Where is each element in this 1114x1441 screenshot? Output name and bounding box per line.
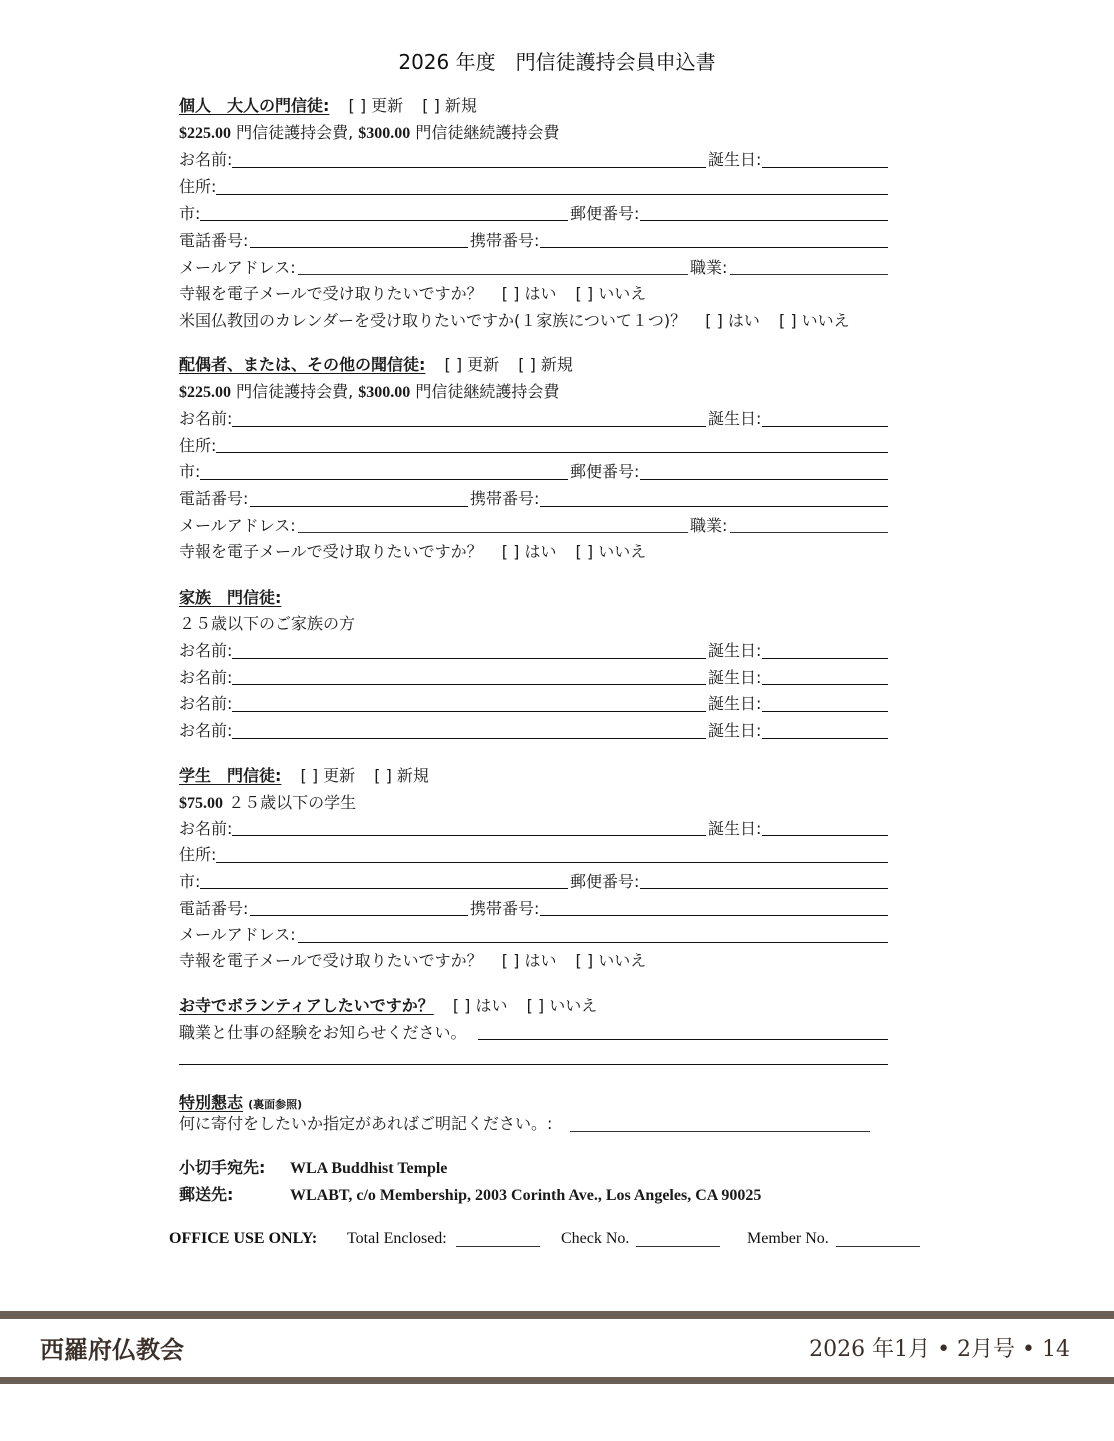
section-4-heading: 学生 門信徒: <box>179 766 282 785</box>
zip-label: 郵便番号: <box>570 872 640 891</box>
address-label: 住所: <box>179 436 217 455</box>
new-checkbox[interactable]: [ ] 新規 <box>374 766 429 785</box>
birthday-label: 誕生日: <box>708 150 762 169</box>
email-label: メールアドレス: <box>179 925 296 944</box>
email-field[interactable] <box>298 274 688 275</box>
footer-top-rule <box>0 1311 1114 1319</box>
mobile-field[interactable] <box>540 506 888 507</box>
name-label: お名前: <box>179 721 233 740</box>
email-field[interactable] <box>298 532 688 533</box>
fee-amount: $225.00 <box>179 125 231 142</box>
name-label: お名前: <box>179 641 233 660</box>
fee-text: 門信徒護持会費, <box>236 123 354 142</box>
birthday-label: 誕生日: <box>708 668 762 687</box>
no-checkbox[interactable]: [ ] いいえ <box>779 311 850 330</box>
name-field[interactable] <box>232 167 706 168</box>
payable-label: 小切手宛先: <box>179 1158 266 1177</box>
section-6-note: (裏面参照) <box>248 1098 303 1111</box>
new-checkbox[interactable]: [ ] 新規 <box>518 355 573 374</box>
birthday-field[interactable] <box>762 426 888 427</box>
email-preference-row <box>179 284 646 304</box>
fee-amount: $300.00 <box>358 384 411 401</box>
yes-checkbox[interactable]: [ ] はい <box>452 996 508 1015</box>
name-label: お名前: <box>179 668 233 687</box>
section-2-fees <box>179 382 559 403</box>
section-1-heading-row <box>179 96 477 116</box>
email-field[interactable] <box>298 942 888 943</box>
check-no-field[interactable] <box>636 1246 720 1247</box>
member-no-label: Member No. <box>747 1230 829 1247</box>
city-label: 市: <box>179 462 201 481</box>
occupation-field[interactable] <box>730 532 888 533</box>
email-preference-row <box>179 542 646 562</box>
yes-checkbox[interactable]: [ ] はい <box>501 951 557 970</box>
section-3-subtitle: ２５歳以下のご家族の方 <box>179 614 356 633</box>
footer-issue-page: 2026 年1月 • 2月号 • 14 <box>809 1337 1070 1362</box>
mail-label: 郵送先: <box>179 1185 234 1204</box>
no-checkbox[interactable]: [ ] いいえ <box>575 951 647 970</box>
no-checkbox[interactable]: [ ] いいえ <box>575 542 647 561</box>
section-1-heading: 個人 大人の門信徒: <box>179 96 330 115</box>
experience-field[interactable] <box>478 1039 888 1040</box>
footer-bottom-rule <box>0 1377 1114 1384</box>
mobile-label: 携帯番号: <box>470 489 540 508</box>
section-6-heading-row <box>179 1093 302 1115</box>
birthday-label: 誕生日: <box>708 641 762 660</box>
city-field[interactable] <box>200 888 568 889</box>
footer-org-name: 西羅府仏教会 <box>40 1335 184 1364</box>
fee-text: ２５歳以下の学生 <box>228 793 357 812</box>
section-2-heading: 配偶者、または、その他の聞信徒: <box>179 355 426 374</box>
phone-field[interactable] <box>250 247 468 248</box>
mail-value: WLABT, c/o Membership, 2003 Corinth Ave., Los Angeles, CA 90025 <box>290 1187 762 1204</box>
occupation-field[interactable] <box>730 274 888 275</box>
name-field[interactable] <box>232 738 706 739</box>
renew-checkbox[interactable]: [ ] 更新 <box>300 766 356 785</box>
email-preference-question: 寺報を電子メールで受け取りたいですか？ <box>179 542 483 561</box>
donation-field[interactable] <box>570 1131 870 1132</box>
experience-field-line-2[interactable] <box>179 1064 888 1065</box>
email-label: メールアドレス: <box>179 258 296 277</box>
email-preference-row <box>179 951 646 971</box>
renew-checkbox[interactable]: [ ] 更新 <box>348 96 404 115</box>
name-field[interactable] <box>232 658 706 659</box>
name-label: お名前: <box>179 409 233 428</box>
city-field[interactable] <box>200 479 568 480</box>
member-no-field[interactable] <box>836 1246 920 1247</box>
section-1-fees <box>179 123 559 144</box>
fee-text: 門信徒護持会費, <box>236 382 354 401</box>
total-enclosed-label: Total Enclosed: <box>347 1230 447 1247</box>
section-4-heading-row <box>179 766 429 786</box>
phone-field[interactable] <box>250 915 468 916</box>
yes-checkbox[interactable]: [ ] はい <box>501 542 557 561</box>
section-4-fee <box>179 793 356 814</box>
birthday-label: 誕生日: <box>708 721 762 740</box>
name-field[interactable] <box>232 426 706 427</box>
mobile-field[interactable] <box>540 247 888 248</box>
phone-label: 電話番号: <box>179 899 249 918</box>
zip-label: 郵便番号: <box>570 204 640 223</box>
phone-field[interactable] <box>250 506 468 507</box>
email-preference-question: 寺報を電子メールで受け取りたいですか？ <box>179 951 483 970</box>
total-enclosed-field[interactable] <box>456 1246 540 1247</box>
experience-prompt: 職業と仕事の経験をお知らせください。 <box>179 1023 467 1042</box>
address-label: 住所: <box>179 177 217 196</box>
city-label: 市: <box>179 872 201 891</box>
birthday-label: 誕生日: <box>708 819 762 838</box>
birthday-field[interactable] <box>762 835 888 836</box>
address-field[interactable] <box>216 194 888 195</box>
calendar-question: 米国仏教団のカレンダーを受け取りたいですか(１家族について１つ)？ <box>179 311 687 330</box>
page-title: 2026 年度 門信徒護持会員申込書 <box>398 50 716 74</box>
name-label: お名前: <box>179 819 233 838</box>
no-checkbox[interactable]: [ ] いいえ <box>575 284 647 303</box>
name-field[interactable] <box>232 835 706 836</box>
yes-checkbox[interactable]: [ ] はい <box>501 284 557 303</box>
fee-amount: $75.00 <box>179 795 223 812</box>
city-label: 市: <box>179 204 201 223</box>
birthday-field[interactable] <box>762 167 888 168</box>
city-field[interactable] <box>200 220 568 221</box>
zip-field[interactable] <box>640 479 888 480</box>
section-5-heading-row <box>179 996 597 1016</box>
fee-text: 門信徒継続護持会費 <box>415 382 560 401</box>
mobile-field[interactable] <box>540 915 888 916</box>
fee-amount: $225.00 <box>179 384 231 401</box>
address-field[interactable] <box>216 862 888 863</box>
check-no-label: Check No. <box>561 1230 630 1247</box>
occupation-label: 職業: <box>690 258 728 277</box>
office-use-label: OFFICE USE ONLY: <box>169 1230 318 1247</box>
zip-label: 郵便番号: <box>570 462 640 481</box>
new-checkbox[interactable]: [ ] 新規 <box>422 96 477 115</box>
yes-checkbox[interactable]: [ ] はい <box>705 311 760 330</box>
email-label: メールアドレス: <box>179 516 296 535</box>
birthday-field[interactable] <box>762 658 888 659</box>
phone-label: 電話番号: <box>179 489 249 508</box>
mobile-label: 携帯番号: <box>470 899 540 918</box>
birthday-label: 誕生日: <box>708 409 762 428</box>
no-checkbox[interactable]: [ ] いいえ <box>526 996 598 1015</box>
birthday-label: 誕生日: <box>708 694 762 713</box>
birthday-field[interactable] <box>762 738 888 739</box>
name-field[interactable] <box>232 684 706 685</box>
phone-label: 電話番号: <box>179 231 249 250</box>
zip-field[interactable] <box>640 220 888 221</box>
fee-text: 門信徒継続護持会費 <box>415 123 560 142</box>
email-preference-question: 寺報を電子メールで受け取りたいですか？ <box>179 284 483 303</box>
birthday-field[interactable] <box>762 711 888 712</box>
donation-prompt: 何に寄付をしたいか指定があればご明記ください。: <box>179 1114 553 1133</box>
name-field[interactable] <box>232 711 706 712</box>
occupation-label: 職業: <box>690 516 728 535</box>
payable-value: WLA Buddhist Temple <box>290 1160 448 1177</box>
address-label: 住所: <box>179 845 217 864</box>
calendar-preference-row <box>179 311 850 331</box>
section-6-heading: 特別懇志 <box>179 1093 244 1112</box>
name-label: お名前: <box>179 150 233 169</box>
fee-amount: $300.00 <box>358 125 411 142</box>
renew-checkbox[interactable]: [ ] 更新 <box>444 355 500 374</box>
section-2-heading-row <box>179 355 573 375</box>
mobile-label: 携帯番号: <box>470 231 540 250</box>
birthday-field[interactable] <box>762 684 888 685</box>
name-label: お名前: <box>179 694 233 713</box>
section-3-heading: 家族 門信徒: <box>179 588 282 607</box>
section-5-heading: お寺でボランティアしたいですか？ <box>179 996 434 1015</box>
zip-field[interactable] <box>640 888 888 889</box>
address-field[interactable] <box>216 452 888 453</box>
